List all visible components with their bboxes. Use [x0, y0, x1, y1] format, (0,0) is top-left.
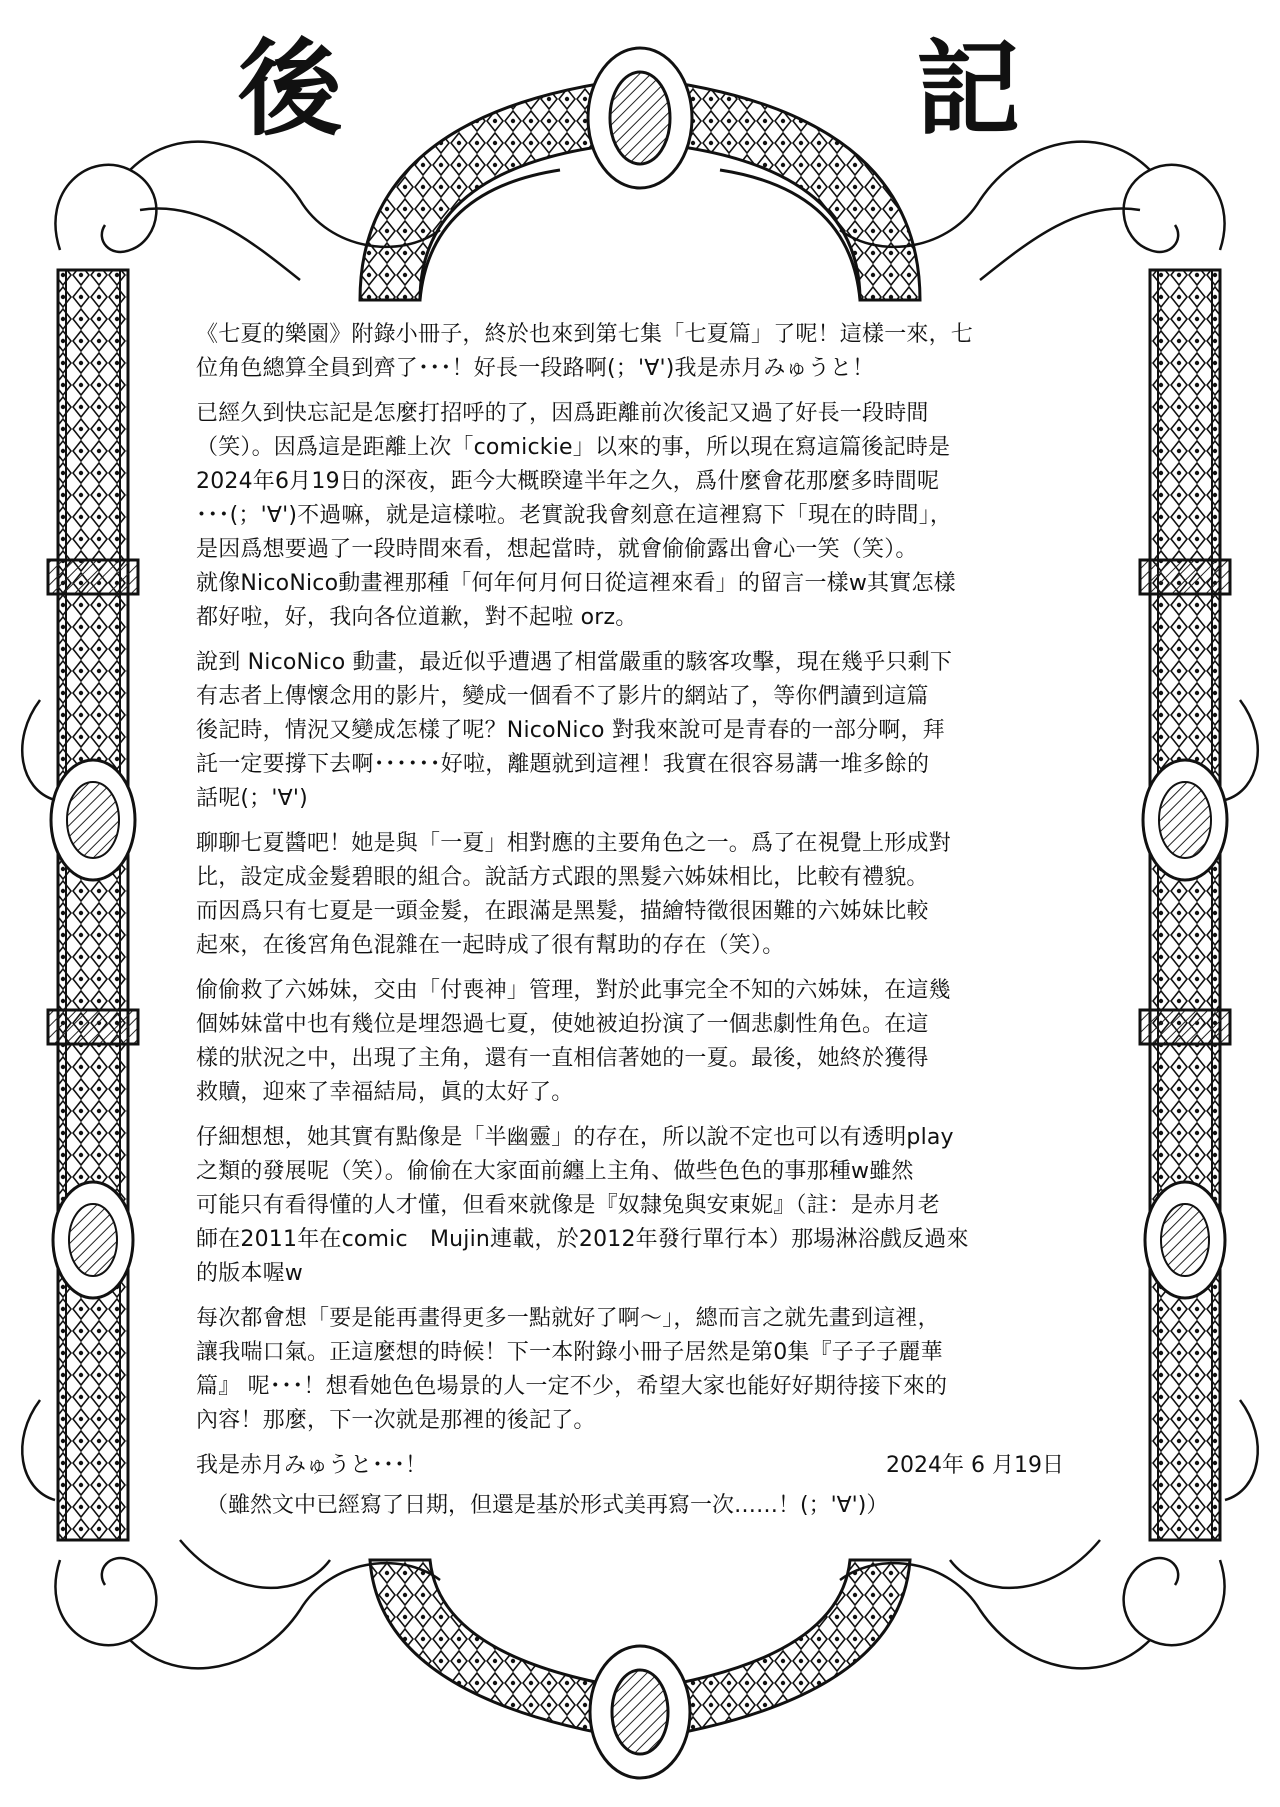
- text-line: （笑）。因爲這是距離上次「comickie」以來的事，所以現在寫這篇後記時是: [196, 435, 951, 460]
- text-line: 樣的狀況之中，出現了主角，還有一直相信著她的一夏。最後，她終於獲得: [196, 1046, 929, 1071]
- signature-name: 我是赤月みゅうと･･･！: [196, 1453, 428, 1478]
- paragraph-4: [196, 827, 1088, 963]
- text-line: 都好啦，好，我向各位道歉，對不起啦 orz。: [196, 605, 638, 630]
- bottom-arch: [370, 1560, 910, 1778]
- text-line: 篇』 呢･･･！想看她色色場景的人一定不少，希望大家也能好好期待接下來的: [196, 1374, 948, 1399]
- paragraph-5: [196, 974, 1088, 1110]
- text-line: 說到 NicoNico 動畫，最近似乎遭遇了相當嚴重的駭客攻擊，現在幾乎只剩下: [196, 650, 953, 675]
- paragraph-2: [196, 397, 1088, 635]
- text-line: 個姊妹當中也有幾位是埋怨過七夏，使她被迫扮演了一個悲劇性角色。在這: [196, 1012, 929, 1037]
- text-line: 2024年6月19日的深夜，距今大概睽違半年之久，爲什麼會花那麼多時間呢: [196, 469, 940, 494]
- paragraph-3: [196, 646, 1088, 816]
- paragraph-6: [196, 1121, 1088, 1291]
- text-line: 託一定要撐下去啊･･････好啦，離題就到這裡！我實在很容易講一堆多餘的: [196, 752, 930, 777]
- text-line: 是因爲想要過了一段時間來看，想起當時，就會偷偷露出會心一笑（笑）。: [196, 537, 918, 562]
- text-line: 內容！那麼，下一次就是那裡的後記了。: [196, 1408, 596, 1433]
- signature-date: 2024年 6 月19日: [886, 1453, 1064, 1478]
- afterword-body: [196, 318, 1088, 1523]
- text-line: 後記時，情況又變成怎樣了呢？NicoNico 對我來說可是青春的一部分啊，拜: [196, 718, 945, 743]
- text-line: 師在2011年在comic Mujin連載，於2012年發行單行本）那場淋浴戲反過來: [196, 1227, 969, 1252]
- text-line: 話呢(；'∀'): [196, 786, 308, 811]
- text-line: 而因爲只有七夏是一頭金髮，在跟滿是黑髮，描繪特徵很困難的六姊妹比較: [196, 899, 929, 924]
- text-line: 比，設定成金髮碧眼的組合。說話方式跟的黑髮六姊妹相比，比較有禮貌。: [196, 865, 929, 890]
- title-left-char: 後: [238, 28, 343, 150]
- top-arch: [360, 48, 920, 300]
- text-line: 救贖，迎來了幸福結局，眞的太好了。: [196, 1080, 574, 1105]
- signature-row: [196, 1449, 1088, 1483]
- text-line: 偷偷救了六姊妹，交由「付喪神」管理，對於此事完全不知的六姊妹，在這幾: [196, 978, 951, 1003]
- right-pillar: [1140, 270, 1230, 1540]
- title-right-char: 記: [916, 28, 1021, 150]
- text-line: 讓我喘口氣。正這麼想的時候！下一本附錄小冊子居然是第0集『子子子麗華: [196, 1340, 943, 1365]
- text-line: 起來，在後宮角色混雜在一起時成了很有幫助的存在（笑）。: [196, 933, 785, 958]
- text-line: 聊聊七夏醬吧！她是與「一夏」相對應的主要角色之一。爲了在視覺上形成對: [196, 831, 951, 856]
- text-line: 每次都會想「要是能再畫得更多一點就好了啊～」，總而言之就先畫到這裡，: [196, 1306, 940, 1331]
- text-line: 就像NicoNico動畫裡那種「何年何月何日從這裡來看」的留言一樣w其實怎樣: [196, 571, 956, 596]
- paragraph-1: [196, 318, 1088, 386]
- closing-note: （雖然文中已經寫了日期，但還是基於形式美再寫一次……！(；'∀')）: [206, 1493, 889, 1518]
- text-line: 可能只有看得懂的人才懂，但看來就像是『奴隸兔與安東妮』（註：是赤月老: [196, 1193, 940, 1218]
- text-line: 之類的發展呢（笑）。偷偷在大家面前纏上主角、做些色色的事那種w雖然: [196, 1159, 914, 1184]
- text-line: 位角色總算全員到齊了･･･！好長一段路啊(；'∀')我是赤月みゅうと！: [196, 356, 875, 381]
- text-line: ･･･(；'∀')不過嘛，就是這樣啦。老實說我會刻意在這裡寫下「現在的時間」，: [196, 503, 953, 528]
- text-line: 的版本喔w: [196, 1261, 303, 1286]
- text-line: 仔細想想，她其實有點像是「半幽靈」的存在，所以說不定也可以有透明play: [196, 1125, 954, 1150]
- left-pillar: [48, 270, 138, 1540]
- paragraph-7: [196, 1302, 1088, 1438]
- text-line: 《七夏的樂園》附錄小冊子，終於也來到第七集「七夏篇」了呢！這樣一來，七: [196, 322, 974, 347]
- text-line: 有志者上傳懷念用的影片，變成一個看不了影片的網站了，等你們讀到這篇: [196, 684, 929, 709]
- text-line: 已經久到快忘記是怎麼打招呼的了，因爲距離前次後記又過了好長一段時間: [196, 401, 929, 426]
